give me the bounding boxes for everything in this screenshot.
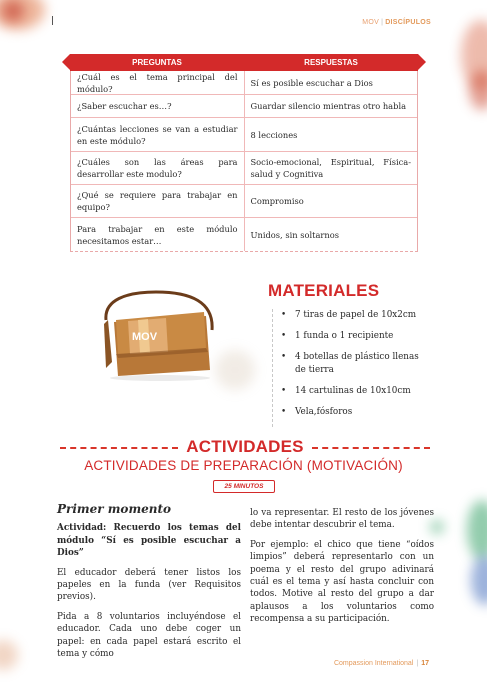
table-row: [71, 95, 417, 118]
moment-heading: Primer momento: [57, 502, 172, 516]
footer-org: Compassion International: [333, 660, 414, 667]
watercolor-splash: [467, 500, 487, 560]
answer-cell: Unidos, sin soltarnos: [250, 229, 339, 240]
watercolor-splash: [471, 555, 487, 605]
watercolor-splash: [0, 640, 18, 670]
watercolor-splash: [215, 350, 255, 390]
dashed-divider: [60, 447, 178, 449]
answer-cell: 8 lecciones: [250, 129, 298, 140]
question-cell: ¿Cuál es el tema principal del módulo?: [71, 71, 245, 94]
table-row: [71, 218, 417, 251]
duration-badge: 25 MINUTOS: [213, 480, 275, 493]
materials-item: • 4 botellas de plástico llenas de tierra: [281, 351, 430, 377]
question-cell: ¿Cuáles son las áreas para desarrollar este modulo?: [71, 152, 245, 184]
header-mark: [52, 16, 53, 25]
bag-illustration: [96, 290, 218, 382]
table-row: [71, 152, 417, 185]
bag-logo: MOV: [132, 331, 158, 343]
materials-list: [272, 309, 430, 427]
answer-cell: Compromiso: [250, 196, 304, 206]
materials-item: • 1 funda o 1 recipiente: [281, 330, 430, 343]
answer-cell: Sí es posible escuchar a Dios: [250, 77, 373, 88]
paragraph: Por ejemplo: el chico que tiene “oídos limpios” deberá representarlo con un poema y el resto del grupo adivinará cuál es el tema y así hasta concluir con todos. Motive al resto del grupo a dar aplausos a los voluntarios como recompensa a su participación.: [250, 539, 434, 625]
answer-cell: Guardar silencio mientras otro habla: [250, 101, 407, 111]
question-cell: ¿Qué se requiere para trabajar en equipo?: [71, 185, 245, 217]
page-number: 17: [421, 660, 429, 667]
materials-item: • 14 cartulinas de 10x10cm: [281, 385, 430, 398]
question-cell: ¿Cuántas lecciones se van a estudiar en este módulo?: [71, 118, 245, 151]
header-section: MOV: [362, 19, 380, 26]
activity-name: Actividad: Recuerdo los temas del módulo “Sí es posible escuchar a Dios”: [57, 523, 241, 559]
body-column-right: [250, 507, 434, 633]
column-header-answers: RESPUESTAS: [304, 58, 358, 67]
column-header-questions: PREGUNTAS: [132, 58, 182, 67]
watercolor-splash: [469, 70, 487, 110]
watercolor-splash: [2, 0, 24, 22]
questions-table: [70, 54, 418, 252]
paragraph: lo va representar. El resto de los jóvenes debe intentar descubrir el tema.: [250, 508, 434, 531]
table-body: [70, 71, 418, 252]
materials-item: • Vela,fósforos: [281, 406, 430, 419]
header-subsection: DISCÍPULOS: [385, 19, 431, 26]
activities-title: ACTIVIDADES: [186, 437, 304, 456]
materials-item: • 7 tiras de papel de 10x2cm: [281, 309, 430, 322]
table-header: [70, 54, 418, 71]
paragraph: Pida a 8 voluntarios incluyéndose el educador. Cada uno debe coger un papel: en cada papel estará escrito el tema y cómo: [57, 611, 241, 660]
activities-subtitle: ACTIVIDADES DE PREPARACIÓN (MOTIVACIÓN): [84, 458, 403, 473]
running-header: MOV | DISCÍPULOS: [362, 19, 431, 26]
question-cell: ¿Saber escuchar es…?: [71, 95, 245, 117]
question-cell: Para trabajar en este módulo necesitamos estar…: [71, 218, 245, 251]
table-row: [71, 118, 417, 152]
paragraph: El educador deberá tener listos los papeles en la funda (ver Requisitos previos).: [57, 567, 241, 603]
body-column-left: [57, 503, 241, 667]
answer-cell: Socio-emocional, Espiritual, Física-salud y Cognitiva: [250, 157, 411, 179]
table-row: [71, 185, 417, 218]
table-row: [71, 71, 417, 95]
dashed-divider: [312, 447, 430, 449]
page-footer: Compassion International | 17: [333, 660, 429, 667]
materials-title: MATERIALES: [268, 281, 380, 300]
activities-heading-row: [60, 437, 430, 457]
